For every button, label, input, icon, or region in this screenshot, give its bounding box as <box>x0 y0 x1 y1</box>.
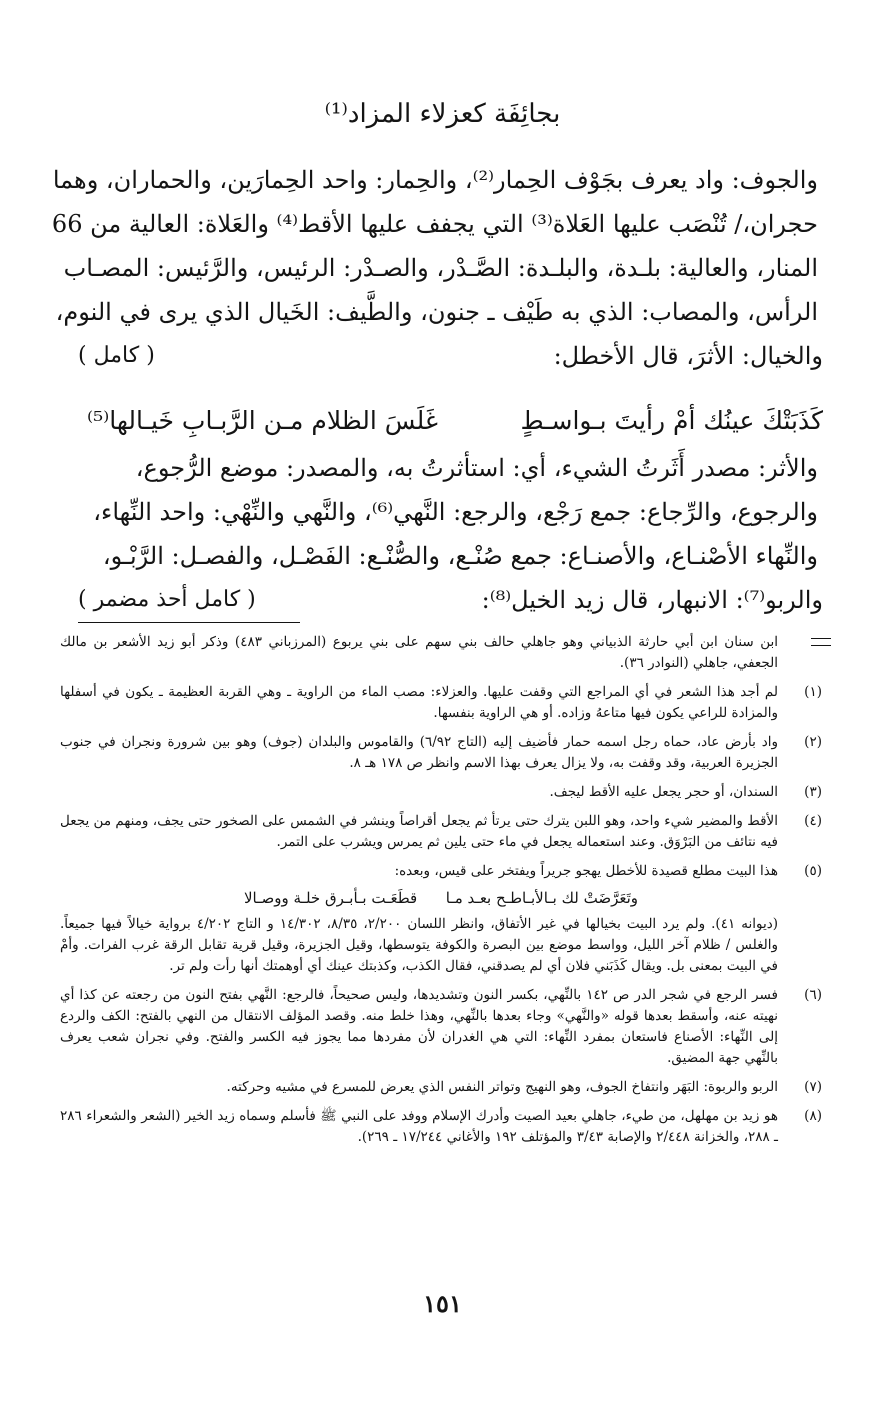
footnote-text: (ديوانه ٤١). ولم يرد البيت بخيالها في غير الأتفاق، وانظر اللسان ٢/٢٠٠، ٨/٣٥، ١٤/٣٠٢ و التاج ٤/٢٠٢ برواية خيالاً فيها جميعاً. والغلس / ظلام آخر الليل، وواسط موضع بين البصرة والكوفة يتوسطها، وقيل الجزيرة، وقيل قرية تقابل الرقة غرب الفرات. وأمْ في البيت بمعنى بل. ويقال كَذَبَني فلان أي لم يصدقني، فقال الكذب، وكذبتك عينك أي أوهمتك أنها رأت ولم تر. <box>60 916 778 974</box>
footnotes-section <box>60 632 822 1156</box>
meter-label-1: ( كامل ) <box>78 343 155 368</box>
footnote-text: هذا البيت مطلع قصيدة للأخطل يهجو جريراً ويفتخر على قيس، وبعده: <box>394 863 778 879</box>
footnote-text: هو زيد بن مهلهل، من طيء، جاهلي بعيد الصيت وأدرك الإسلام ووفد على النبي ﷺ فأسلم وسماه زيد الخير (الشعر والشعراء ٢٨٦ ـ ٢٨٨، والخزانة ٢/٤٤٨ والإصابة ٣/٤٣ والمؤتلف ١٩٢ والأغاني ١٧/٢٤٤ ـ ٢٦٩). <box>60 1108 778 1145</box>
footnote-text: فسر الرجع في شجر الدر ص ١٤٢ بالنِّهي، بكسر النون وتشديدها، وليس صحيحاً، فالرجع: النَّهي بفتح النون من رجعته عن كذا أي نهيته عنه، وأسقط بعدها قوله «والنَّهي» وجاء بعدها بالنِّهي، وهذا خلط منه. وقصد المؤلف الانتقال من النهي بالفتح: الكف والردع إلى النِّهاء: الأصناع فاستعان بمفرد النِّهاء: التي هي الغدران لأن مفردها مما يجوز فيه الكسر والفتح. وفي نجران شعب يعرف بالنِّهي جهة المضيق. <box>60 987 778 1066</box>
body-line-9: والربو⁽⁷⁾: الانبهار، قال زيد الخيل⁽⁸⁾: <box>481 586 823 614</box>
footnote-5 <box>60 861 822 882</box>
verse-rule <box>78 622 300 623</box>
footnote-continuation-text: ابن سنان ابن أبي حارثة الذبياني وهو جاهلي حالف بني سهم على بني يربوع (المرزباني ٤٨٣) وذكر أبو زيد الأشعر بن مالك الجعفي، جاهلي (النوادر ٣٦). <box>60 634 779 671</box>
footnote-continuation <box>60 632 822 674</box>
body-line-8: والنِّهاء الأصْنـاع، والأصنـاع: جمع صُنْـع، والصُّنْـع: الفَصْـل، والفصـل: الرَّبْـو، <box>102 542 818 570</box>
body-line-5: والخيال: الأثرَ، قال الأخطل: <box>553 342 823 370</box>
footnote-8 <box>60 1106 822 1148</box>
poem-heading: بجائِفَة كعزلاء المزاد⁽¹⁾ <box>324 99 561 129</box>
footnote-7 <box>60 1077 822 1098</box>
footnote-text: لم أجد هذا الشعر في أي المراجع التي وقفت عليها. والعزلاء: مصب الماء من الراوية ـ وهي القربة العظيمة ـ يكون في أسفلها والمزادة للراعي يكون فيها متاعهُ وزاده. أو هي الراوية بنفسها. <box>60 684 778 721</box>
body-line-4: الرأس، والمصاب: الذي به طَيْف ـ جنون، والطَّيف: الخَيال الذي يرى في النوم، <box>55 298 818 326</box>
footnote-1 <box>60 682 822 724</box>
footnote-text: الأقط والمضير شيء واحد، وهو اللبن يترك حتى يرتأ ثم يجعل أقراصاً وينشر في الشمس على الصخور حتى يجف، ومنهم من يجعل فيه نتائف من البَرْوَق. وعند استعماله يجعل في ماء حتى يلين ثم يمرس ويشرب على التمر. <box>60 813 778 850</box>
body-line-3: المنار، والعالية: بلـدة، والبلـدة: الصَّـدْر، والصـدْر: الرئيس، والرَّئيس: المصـاب <box>63 254 818 282</box>
footnote-text: الربو والربوة: البَهَر وانتفاخ الجوف، وهو النهيج وتواتر النفس الذي يعرض للمسرع في مشيه وحركته. <box>226 1079 778 1095</box>
footnote-5-continued <box>60 914 822 977</box>
page-number: ١٥١ <box>423 1289 462 1318</box>
footnote-number: (٥) <box>804 863 822 879</box>
footnote-number: (٤) <box>804 813 822 829</box>
footnote-text: السندان، أو حجر يجعل عليه الأقط ليجف. <box>549 784 778 800</box>
footnote-number: (٦) <box>804 987 822 1003</box>
footnote-text: واد بأرض عاد، حماه رجل اسمه حمار فأضيف إليه (التاج ٦/٩٢) والقاموس والبلدان (جوف) وهو بين شرورة ونجران في جنوب الجزيرة العربية، وقد وقفت به، ولا يزال يعرف بهذا الاسم وانظر ص ١٧٨ هـ ٨. <box>60 734 778 771</box>
footnote-3 <box>60 782 822 803</box>
verse-1-second-hemistich: غَلَسَ الظلام مـن الرَّبـابِ خَيـالها⁽⁵⁾ <box>86 406 438 435</box>
meter-label-2: ( كامل أحذ مضمر ) <box>78 587 256 612</box>
body-line-6: والأثر: مصدر أَثَرتُ الشيء، أي: استأثرتُ به، والمصدر: موضع الرُّجوع، <box>135 454 818 482</box>
footnote-number: (٣) <box>804 784 822 800</box>
body-line-7: والرجوع، والرِّجاع: جمع رَجْع، والرجع: النَّهي⁽⁶⁾، والنَّهي والنِّهْي: واحد النِّهاء، <box>93 498 818 526</box>
footnote-number: (٢) <box>804 734 822 750</box>
footnote-number: (٧) <box>804 1079 822 1095</box>
footnote-number: (٨) <box>804 1108 822 1124</box>
footnote-2 <box>60 732 822 774</box>
verse-1-first-hemistich: كَذَبَتْكَ عينُك أمْ رأيتَ بـواسـطٍ <box>520 406 823 435</box>
footnote-verse: وتَعَرَّضَتْ لك بـالأبـاطـح بعـد مـا قطَعَـت بـأبـرق خلـة ووصـالا <box>244 889 638 907</box>
footnote-6 <box>60 985 822 1069</box>
footnote-number: (١) <box>804 684 822 700</box>
body-line-1: والجوف: واد يعرف بجَوْف الحِمار⁽²⁾، والحِمار: واحد الحِمارَين، والحماران، وهما <box>52 166 818 194</box>
footnote-4 <box>60 811 822 853</box>
body-line-2: حجران،/ تُنْصَب عليها العَلاة⁽³⁾ التي يجفف عليها الأقط⁽⁴⁾ والعَلاة: العالية من 66 <box>51 210 818 238</box>
